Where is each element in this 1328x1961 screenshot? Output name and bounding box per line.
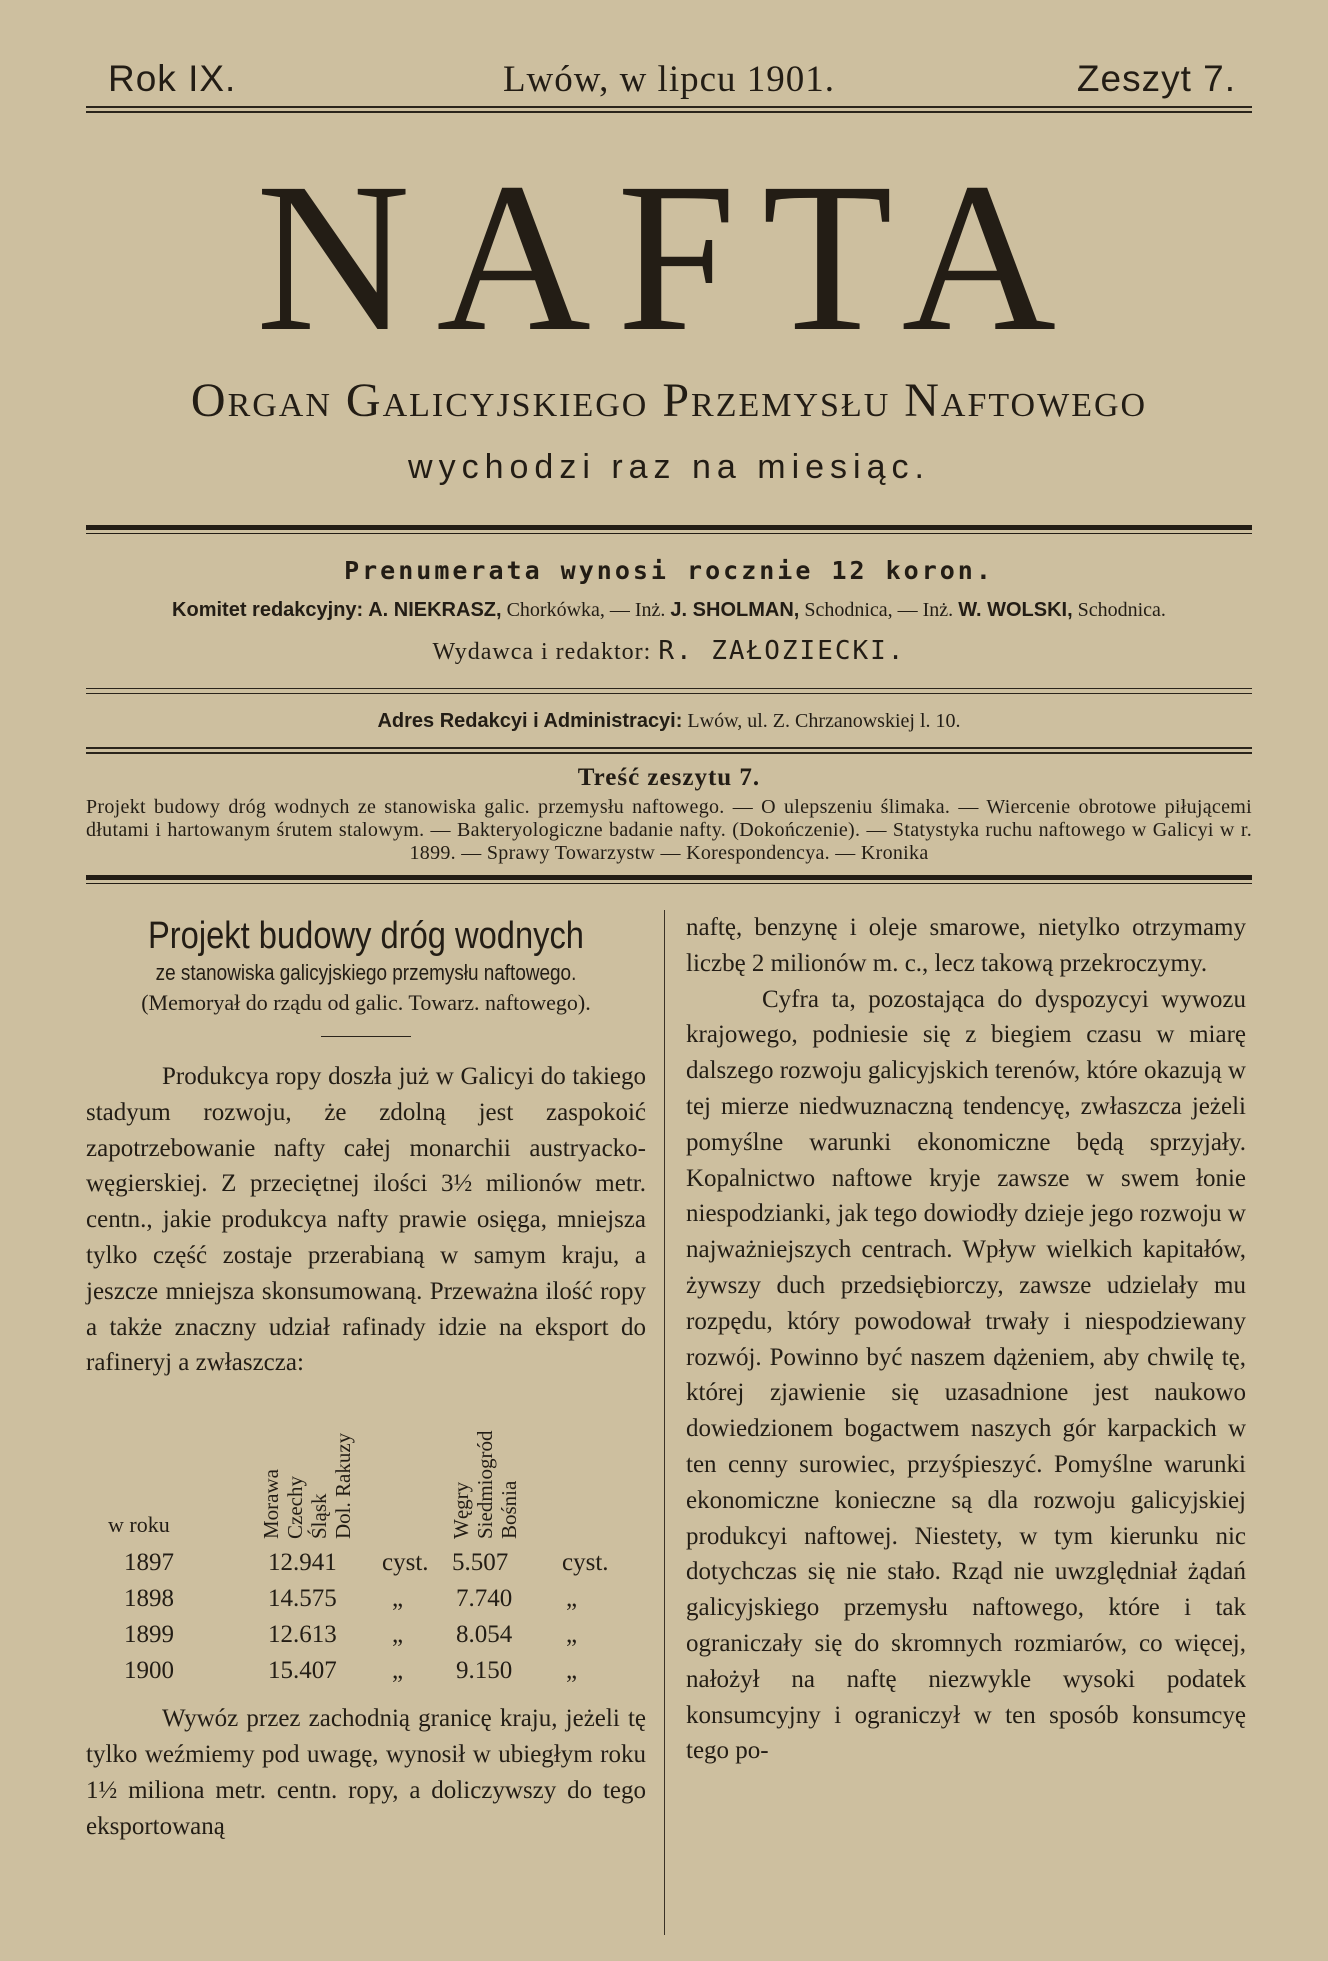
article-paragraph-3: naftę, benzynę i oleje smarowe, nietylko otrzymamy liczbę 2 milionów m. c., lecz takową przekroczymy. [686, 914, 1246, 977]
table-ditto: „ [392, 1657, 404, 1685]
col-label-siedmiogrod: Siedmiogród [473, 1430, 497, 1540]
masthead-rule [86, 525, 1252, 534]
right-column [686, 910, 1246, 1769]
masthead-subtitle: Organ Galicyjskiego Przemysłu Naftowego [190, 374, 1148, 427]
title-rule [321, 1036, 411, 1037]
issue-number: Zeszyt 7. [1076, 58, 1236, 99]
contents-rule [86, 875, 1252, 884]
address-value: Lwów, ul. Z. Chrzanowskiej l. 10. [687, 710, 961, 732]
place-date: Lwów, w lipcu 1901. [502, 59, 836, 100]
table-ditto: „ [566, 1585, 578, 1613]
col-label-wegry: Węgry [449, 1482, 473, 1540]
table-row-value-b: 8.054 [456, 1621, 513, 1649]
article-paragraph-2: Wywóz przez zachodnią granicę kraju, jeżeli tę tylko weźmiemy pod uwagę, wynosił w ubiegłym roku 1½ miliona metr. centn. ropy, a doliczywszy do tego eksportowaną [86, 1705, 646, 1840]
table-row-value-a: 12.613 [268, 1621, 337, 1649]
table-row-value-b: 7.740 [456, 1585, 513, 1613]
table-ditto: „ [566, 1657, 578, 1685]
col-label-slask: Śląsk [307, 1493, 331, 1540]
table-row-value-b: 5.507 [452, 1549, 509, 1577]
committee-member-2-place: Schodnica, — Inż. [804, 599, 954, 621]
header-rule [86, 106, 1252, 113]
col-label-czechy: Czechy [283, 1476, 307, 1540]
volume-label: Rok IX. [108, 58, 237, 99]
table-unit: cyst. [382, 1549, 429, 1577]
table-ditto: „ [392, 1585, 404, 1613]
committee-member-1: A. NIEKRASZ, [368, 599, 502, 621]
table-row-year: 1900 [124, 1657, 174, 1685]
table-row-value-a: 12.941 [268, 1549, 337, 1577]
contents-text: Projekt budowy dróg wodnych ze stanowiska galic. przemysłu naftowego. — O ulepszeniu ślimaka. — Wiercenie obrotowe piłującemi dłutami i hartowanym śrutem stalowym. — Bakteryologiczne badanie nafty. (Dokończenie). — Statystyka ruchu naftowego w Galicyi w r. 1899. — Sprawy Towarzystw — Korespondencya. — Kronika [86, 796, 1252, 864]
publisher-label: Wydawca i redaktor: [432, 639, 652, 665]
committee-label: Komitet redakcyjny: [172, 599, 364, 621]
subscription-price: Prenumerata wynosi rocznie 12 koron. [344, 556, 994, 585]
col-label-bosnia: Bośnia [497, 1480, 521, 1540]
article-subtitle: ze stanowiska galicyjskiego przemysłu naftowego. [155, 960, 577, 985]
table-row-value-a: 15.407 [268, 1657, 337, 1685]
article-title: Projekt budowy dróg wodnych [148, 915, 584, 957]
export-table [86, 1381, 646, 1691]
contents-heading: Treść zeszytu 7. [577, 764, 761, 791]
committee-member-2: J. SHOLMAN, [670, 599, 800, 621]
table-row-value-b: 9.150 [456, 1657, 513, 1685]
issue-header [86, 50, 1252, 106]
column-divider [664, 910, 665, 1935]
col-label-dol-rakuzy: Dol. Rakuzy [331, 1433, 355, 1540]
article-columns [86, 910, 1252, 1935]
table-row-year: 1897 [124, 1549, 174, 1577]
col-label-morawa: Morawa [259, 1469, 283, 1540]
article-memo: (Memoryał do rządu od galic. Towarz. naftowego). [141, 990, 591, 1015]
publication-frequency: wychodzi raz na miesiąc. [408, 448, 930, 486]
editorial-address [86, 710, 1252, 733]
editorial-committee [86, 599, 1252, 622]
table-ditto: „ [566, 1621, 578, 1649]
left-column [86, 910, 646, 1844]
publisher-line [86, 636, 1252, 666]
address-rule-bottom [86, 747, 1252, 754]
address-rule-top [86, 688, 1252, 694]
table-row-year: 1898 [124, 1585, 174, 1613]
masthead-title: NAFTA [255, 139, 1083, 376]
committee-member-3-place: Schodnica. [1077, 599, 1166, 621]
publisher-name: R. ZAŁOZIECKI. [658, 636, 906, 666]
table-unit: cyst. [562, 1549, 609, 1577]
address-label: Adres Redakcyi i Administracyi: [377, 710, 683, 732]
committee-member-1-place: Chorkówka, — Inż. [506, 599, 666, 621]
article-paragraph-1: Produkcya ropy doszła już w Galicyi do takiego stadyum rozwoju, że zdolną jest zaspokoić zapotrzebowanie nafty całej monarchii austryacko-węgierskiej. Z przeciętnej ilości 3½ milionów metr. centn., jakie produkcya nafty prawie osięga, mniejsza tylko część zostaje przerabianą w samym kraju, a jeszcze mniejsza skonsumowaną. Przeważna ilość ropy a także znaczny udział rafinady idzie na eksport do rafineryj a zwłaszcza: [86, 1063, 646, 1377]
table-row-year: 1899 [124, 1621, 174, 1649]
article-paragraph-4: Cyfra ta, pozostająca do dyspozycyi wywozu krajowego, podniesie się z biegiem czasu w miarę dalszego rozwoju galicyjskich terenów, które okazują w tej mierze niedwuznaczną tendencyę, zwłaszcza jeżeli pomyślne warunki ekonomiczne będą sprzyjały. Kopalnictwo naftowe kryje zawsze w swem łonie niespodzianki, jak tego dowiodły dzieje jego rozwoju w najważniejszych centrach. Wpływ wielkich kapitałów, żywszy duch przedsiębiorczy, zawsze udzielały mu rozpędu, który powodował trwały i niespodziewany rozwój. Powinno być naszem dążeniem, aby chwilę tę, której zjawienie się uzasadnione jest naukowo dowiedzionem bogactwem naszych gór karpackich w ten cenny surowiec, przyśpieszyć. Pomyślne warunki ekonomiczne konieczne są dla rozwoju galicyjskiej produkcyi naftowej. Niestety, w tym kierunku nic dotychczas się nie stało. Rząd nie uwzględniał żądań galicyjskiego przemysłu naftowego, które i tak ograniczały się do skromnych rozmiarów, co więcej, nałożył na naftę niezwykle wysoki podatek konsumcyjny i ograniczył w ten sposób konsumcyę tego po- [686, 985, 1246, 1765]
row-header: w roku [108, 1512, 170, 1538]
committee-member-3: W. WOLSKI, [958, 599, 1073, 621]
table-row-value-a: 14.575 [268, 1585, 337, 1613]
newspaper-page [86, 50, 1252, 1935]
table-ditto: „ [392, 1621, 404, 1649]
